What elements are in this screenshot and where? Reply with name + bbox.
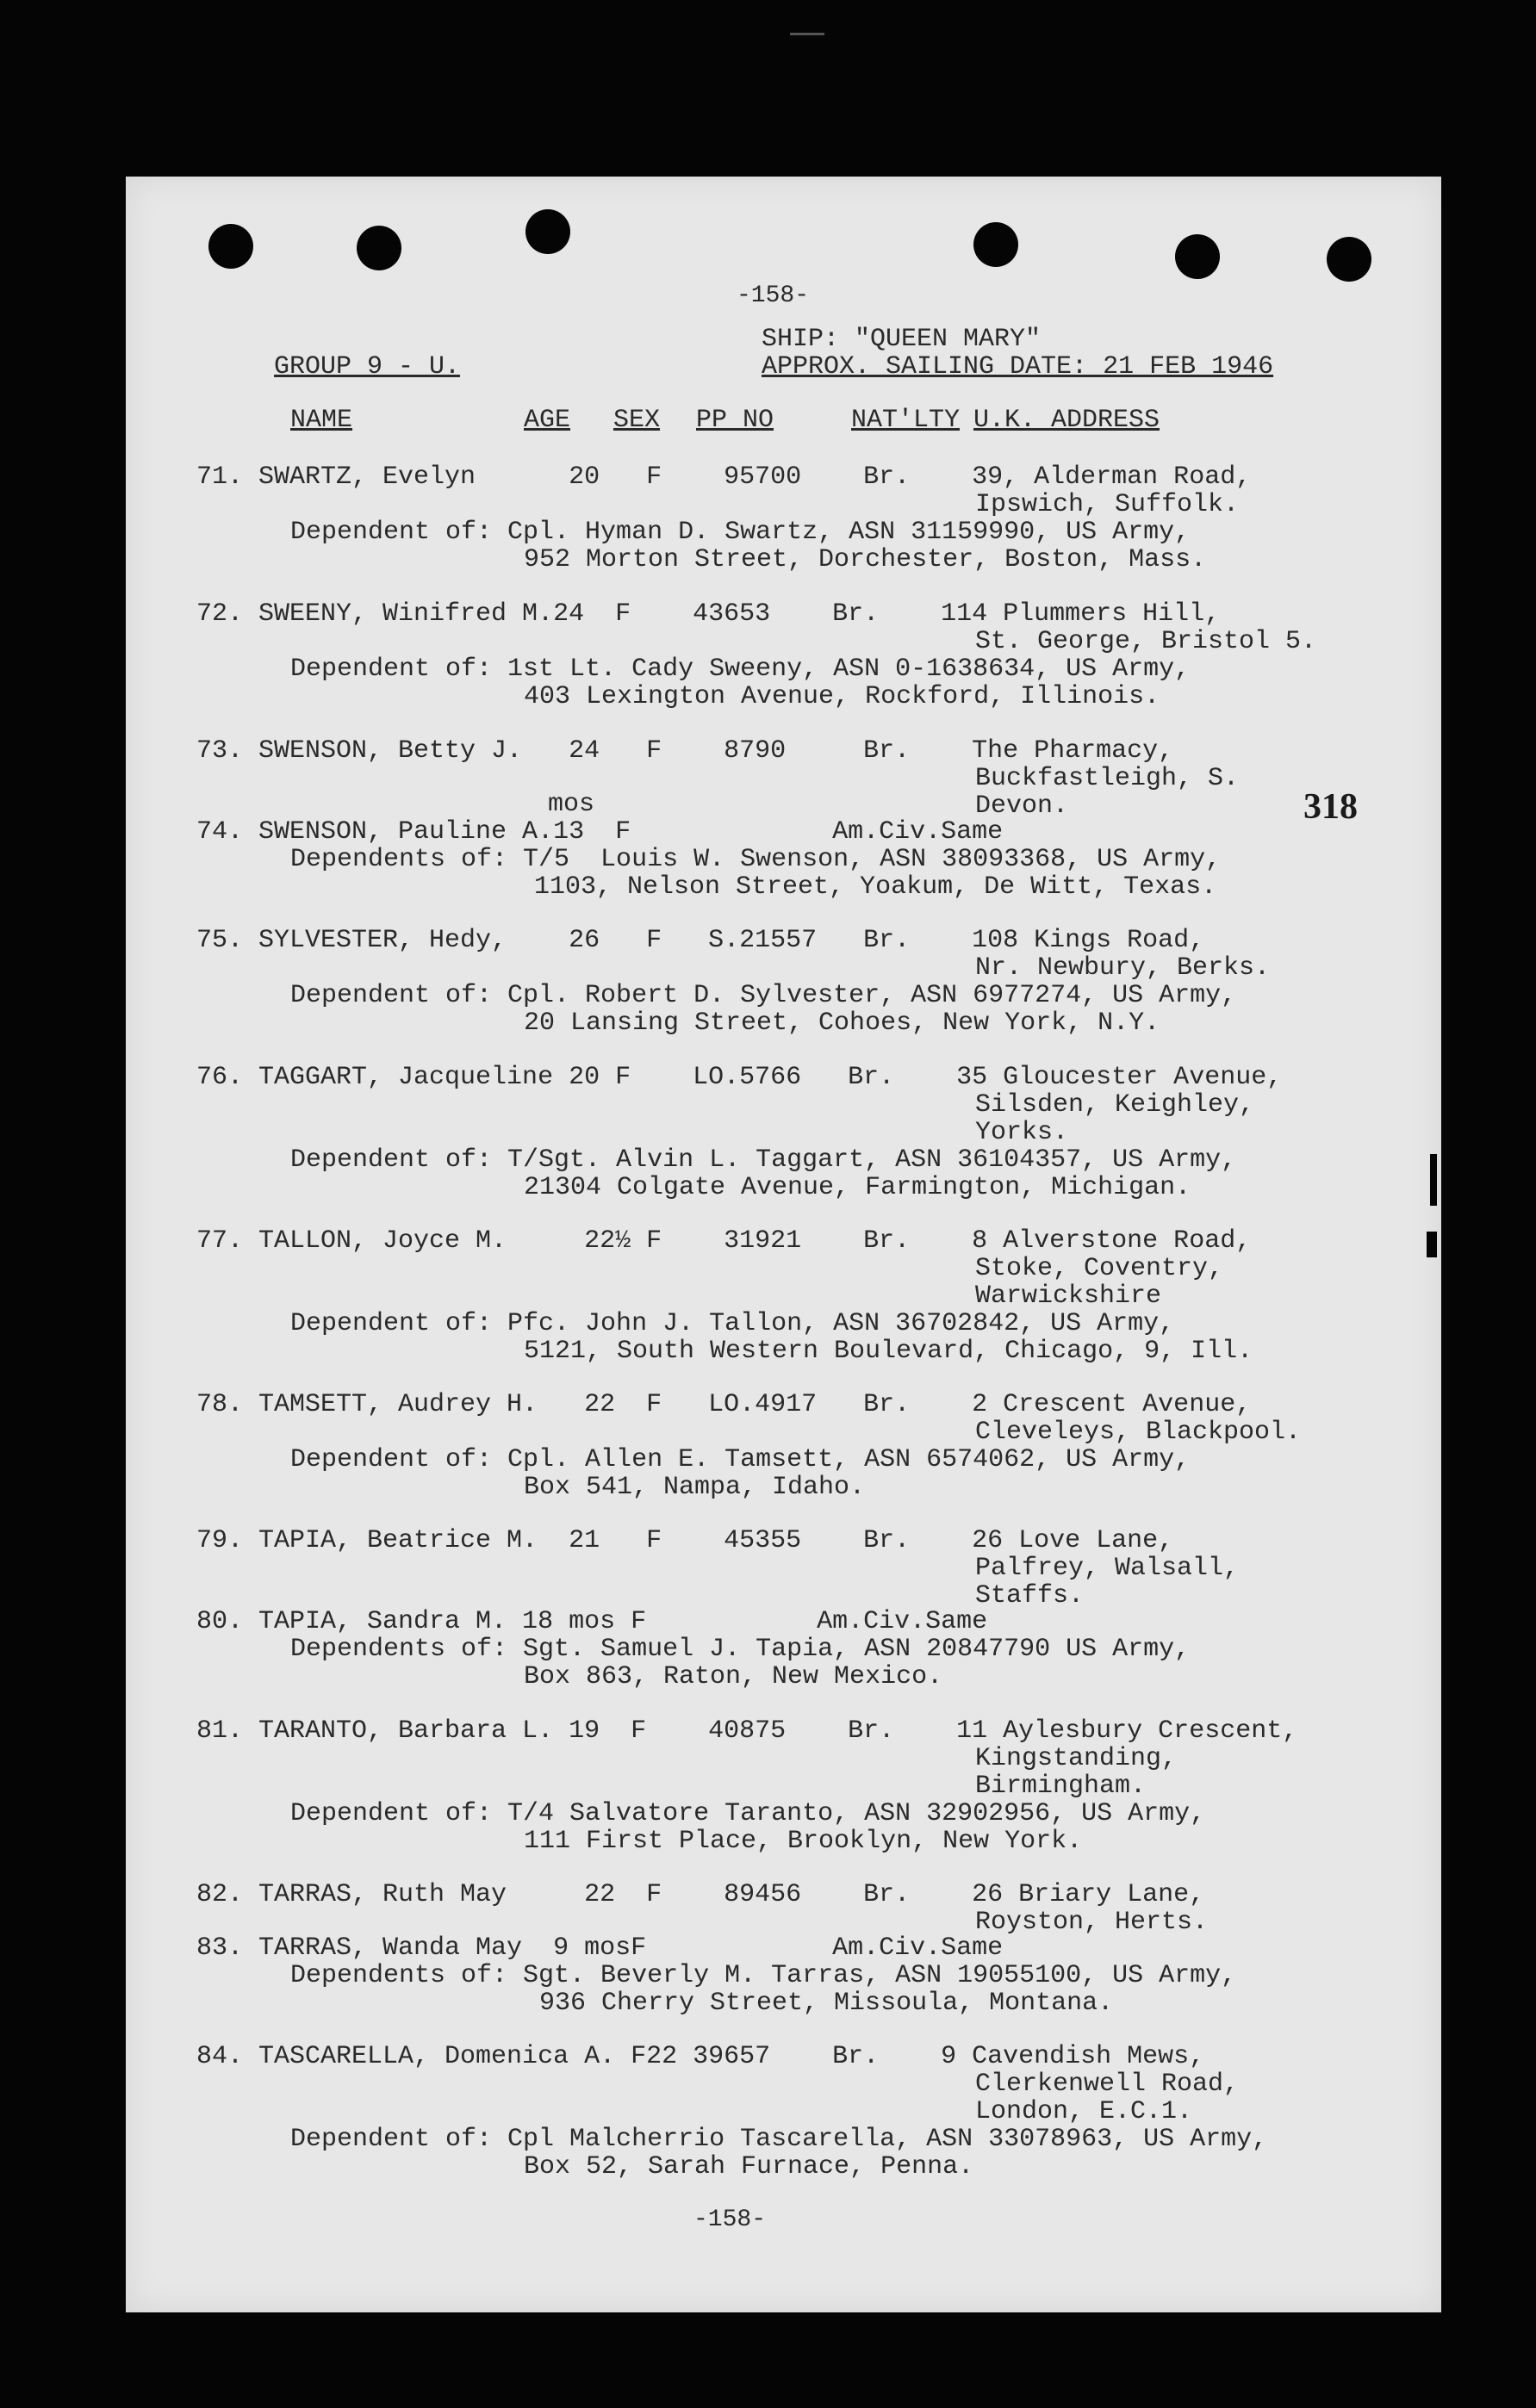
record-line: 403 Lexington Avenue, Rockford, Illinois. bbox=[524, 682, 1160, 711]
column-header-sex: SEX bbox=[613, 406, 661, 435]
record-line: Buckfastleigh, S. bbox=[975, 764, 1240, 793]
punch-hole bbox=[1327, 237, 1371, 282]
record-line: Dependent of: T/Sgt. Alvin L. Taggart, ASN 36104357, US Army, bbox=[290, 1145, 1237, 1175]
record-line: Dependents of: Sgt. Samuel J. Tapia, ASN 20847790 US Army, bbox=[290, 1635, 1191, 1664]
stamp-number: 318 bbox=[1303, 787, 1358, 827]
column-header-natlty: NAT'LTY bbox=[851, 406, 961, 435]
record-line: Ipswich, Suffolk. bbox=[975, 490, 1240, 519]
record-line: St. George, Bristol 5. bbox=[975, 627, 1317, 656]
record-line: Silsden, Keighley, bbox=[975, 1090, 1255, 1120]
record-line: Clerkenwell Road, bbox=[975, 2070, 1240, 2099]
record-line: Dependent of: 1st Lt. Cady Sweeny, ASN 0-1638634, US Army, bbox=[290, 655, 1191, 684]
column-header-address: U.K. ADDRESS bbox=[973, 406, 1160, 435]
record-line: mos bbox=[548, 790, 595, 819]
group-label: GROUP 9 - U. bbox=[274, 352, 461, 382]
record-line: 79. TAPIA, Beatrice M. 21 F 45355 Br. 26 Love Lane, bbox=[196, 1526, 1174, 1555]
record-line: Yorks. bbox=[975, 1118, 1069, 1147]
record-line: 80. TAPIA, Sandra M. 18 mos F Am.Civ.Same bbox=[196, 1607, 988, 1636]
record-line: 75. SYLVESTER, Hedy, 26 F S.21557 Br. 108 Kings Road, bbox=[196, 926, 1205, 955]
punch-hole bbox=[208, 224, 253, 269]
record-line: Box 541, Nampa, Idaho. bbox=[524, 1473, 866, 1502]
record-line: Cleveleys, Blackpool. bbox=[975, 1418, 1302, 1447]
record-line: Dependent of: Pfc. John J. Tallon, ASN 36702842, US Army, bbox=[290, 1309, 1175, 1338]
record-line: 81. TARANTO, Barbara L. 19 F 40875 Br. 11 Aylesbury Crescent, bbox=[196, 1716, 1298, 1746]
record-line: Dependent of: T/4 Salvatore Taranto, ASN 32902956, US Army, bbox=[290, 1799, 1206, 1828]
record-line: 111 First Place, Brooklyn, New York. bbox=[524, 1827, 1083, 1856]
record-line: Dependent of: Cpl. Robert D. Sylvester, ASN 6977274, US Army, bbox=[290, 981, 1237, 1010]
page-number-top: -158- bbox=[737, 282, 810, 309]
record-line: 952 Morton Street, Dorchester, Boston, Mass. bbox=[524, 545, 1207, 574]
record-line: Dependents of: Sgt. Beverly M. Tarras, ASN 19055100, US Army, bbox=[290, 1961, 1237, 1990]
record-line: 78. TAMSETT, Audrey H. 22 F LO.4917 Br. 2 Crescent Avenue, bbox=[196, 1390, 1252, 1419]
record-line: Dependent of: Cpl Malcherrio Tascarella, ASN 33078963, US Army, bbox=[290, 2125, 1268, 2154]
top-scan-mark bbox=[790, 33, 824, 35]
record-line: 1103, Nelson Street, Yoakum, De Witt, Texas. bbox=[534, 872, 1217, 902]
ship-name: SHIP: "QUEEN MARY" bbox=[762, 325, 1042, 354]
record-line: Kingstanding, bbox=[975, 1744, 1178, 1773]
record-line: Nr. Newbury, Berks. bbox=[975, 953, 1271, 983]
record-line: Box 863, Raton, New Mexico. bbox=[524, 1662, 943, 1691]
edge-clip-mark bbox=[1430, 1154, 1437, 1206]
record-line: 73. SWENSON, Betty J. 24 F 8790 Br. The Pharmacy, bbox=[196, 736, 1174, 766]
punch-hole bbox=[357, 226, 401, 270]
record-line: 74. SWENSON, Pauline A.13 F Am.Civ.Same bbox=[196, 817, 1004, 847]
record-line: 83. TARRAS, Wanda May 9 mosF Am.Civ.Same bbox=[196, 1933, 1004, 1963]
record-line: Staffs. bbox=[975, 1581, 1085, 1611]
record-line: London, E.C.1. bbox=[975, 2097, 1193, 2126]
record-line: 936 Cherry Street, Missoula, Montana. bbox=[539, 1989, 1114, 2018]
edge-clip-mark bbox=[1427, 1232, 1437, 1257]
record-line: 72. SWEENY, Winifred M.24 F 43653 Br. 114 Plummers Hill, bbox=[196, 599, 1221, 629]
column-header-pp-no: PP NO bbox=[696, 406, 774, 435]
page-number-bottom: -158- bbox=[693, 2206, 767, 2233]
record-line: 76. TAGGART, Jacqueline 20 F LO.5766 Br. 35 Gloucester Avenue, bbox=[196, 1063, 1283, 1092]
record-line: Devon. bbox=[975, 791, 1069, 821]
record-line: 84. TASCARELLA, Domenica A. F22 39657 Br. 9 Cavendish Mews, bbox=[196, 2042, 1205, 2071]
record-line: 20 Lansing Street, Cohoes, New York, N.Y. bbox=[524, 1009, 1160, 1038]
record-line: 71. SWARTZ, Evelyn 20 F 95700 Br. 39, Alderman Road, bbox=[196, 462, 1252, 492]
column-header-name: NAME bbox=[290, 406, 353, 435]
record-line: Palfrey, Walsall, bbox=[975, 1554, 1240, 1583]
record-line: Dependents of: T/5 Louis W. Swenson, ASN 38093368, US Army, bbox=[290, 845, 1222, 874]
record-line: Warwickshire bbox=[975, 1282, 1162, 1311]
record-line: Dependent of: Cpl. Allen E. Tamsett, ASN 6574062, US Army, bbox=[290, 1445, 1191, 1474]
record-line: 5121, South Western Boulevard, Chicago, 9, Ill. bbox=[524, 1337, 1253, 1366]
punch-hole bbox=[525, 209, 570, 254]
record-line: Dependent of: Cpl. Hyman D. Swartz, ASN 31159990, US Army, bbox=[290, 518, 1191, 547]
sailing-date: APPROX. SAILING DATE: 21 FEB 1946 bbox=[762, 352, 1274, 382]
punch-hole bbox=[973, 222, 1018, 267]
record-line: 77. TALLON, Joyce M. 22½ F 31921 Br. 8 Alverstone Road, bbox=[196, 1226, 1252, 1256]
record-line: Stoke, Coventry, bbox=[975, 1254, 1224, 1283]
punch-hole bbox=[1175, 234, 1220, 279]
record-line: 82. TARRAS, Ruth May 22 F 89456 Br. 26 Briary Lane, bbox=[196, 1880, 1205, 1909]
column-header-age: AGE bbox=[524, 406, 571, 435]
record-line: Royston, Herts. bbox=[975, 1908, 1209, 1937]
record-line: Birmingham. bbox=[975, 1772, 1147, 1801]
record-line: Box 52, Sarah Furnace, Penna. bbox=[524, 2152, 974, 2181]
record-line: 21304 Colgate Avenue, Farmington, Michigan. bbox=[524, 1173, 1191, 1202]
